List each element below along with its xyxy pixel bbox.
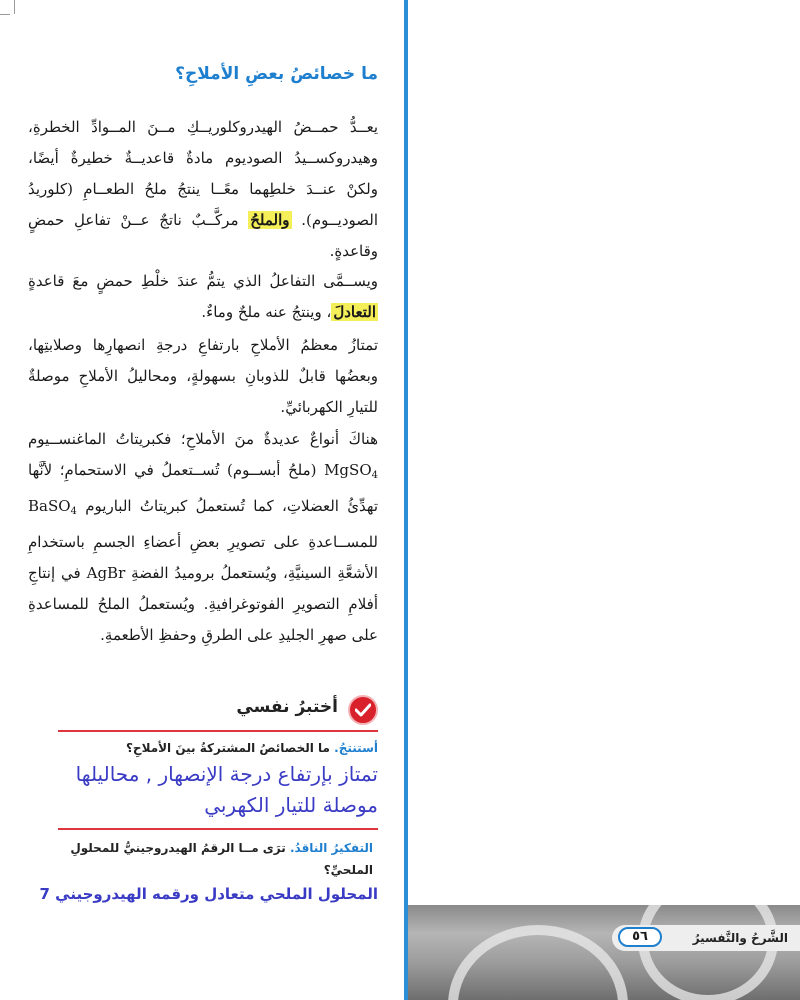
formula-mgso4-sub: 4 bbox=[371, 470, 378, 481]
paragraph-1-text-b: مركَّــبٌ ناتجٌ عــنْ تفاعلِ حمضٍ وقاعدةٍ. bbox=[28, 211, 378, 260]
formula-mgso4 bbox=[324, 461, 378, 479]
page-number: ٥٦ bbox=[618, 927, 662, 947]
column-divider bbox=[404, 0, 408, 1000]
crop-mark-top bbox=[14, 0, 15, 14]
xray-bone-shape-2 bbox=[638, 905, 778, 1000]
formula-agbr: AgBr bbox=[86, 564, 126, 582]
paragraph-4-text-d: في إنتاجِ أفلامِ التصويرِ الفوتوغرافيةِ. ويُستعملُ الملحُ للمساعدةِ على صهرِ الجليدِ على الطرقِ وحفظِ الأطعمةِ. bbox=[28, 564, 378, 644]
quiz-divider-1 bbox=[58, 730, 378, 732]
paragraph-3 bbox=[28, 330, 378, 423]
footer-bar bbox=[612, 925, 800, 951]
formula-baso4-sub: 4 bbox=[70, 506, 77, 517]
question-1-text: ما الخصائصُ المشتركةُ بينَ الأملاحِ؟ bbox=[125, 741, 335, 755]
question-2-lead: التفكيرُ الناقدُ. bbox=[289, 841, 373, 855]
quiz-title: أختبرُ نفسي bbox=[236, 697, 338, 717]
formula-baso4 bbox=[28, 497, 77, 515]
paragraph-1 bbox=[28, 112, 378, 267]
paragraph-3-text: تمتازُ معظمُ الأملاحِ بارتفاعِ درجةِ انصهارِها وصلابتِها، وبعضُها قابلٌ للذوبانِ بسهولةٍ، ومحاليلُ الأملاحِ موصلةٌ للتيارِ الكهربائيِّ. bbox=[28, 336, 378, 416]
paragraph-2-text-b: ، وينتجُ عنه ملحٌ وماءٌ. bbox=[201, 303, 332, 321]
answer-1-line-2: موصلة للتيار الكهربي bbox=[204, 793, 378, 817]
question-2-text: ترَى مــا الرقمُ الهيدروجينيُّ للمحلولِ الملحيِّ؟ bbox=[70, 841, 373, 877]
quiz-header bbox=[28, 692, 378, 726]
question-1 bbox=[28, 737, 378, 759]
paragraph-2 bbox=[28, 266, 378, 328]
checkmark-icon bbox=[348, 695, 378, 725]
highlight-neutralization: التعادلَ bbox=[333, 303, 376, 321]
paragraph-4 bbox=[28, 424, 378, 651]
xray-photo bbox=[408, 905, 800, 1000]
question-1-lead: أستنتجُ. bbox=[334, 741, 378, 755]
answer-1-line-1: تمتاز بإرتفاع درجة الإنصهار , محاليلها bbox=[75, 762, 378, 786]
paragraph-1-text-a: يعــدُّ حمــضُ الهيدروكلوريــكِ مــنَ المــوادِّ الخطرةِ، وهيدروكســيدُ الصوديوم مادةٌ قاعديــةٌ خطيرةٌ أيضًا، ولكنْ عنــدَ خلطِهما معًــا ينتجُ ملحُ الطعــامِ (كلوريدُ الصوديــوم). bbox=[28, 118, 378, 229]
paragraph-4-text-a: هناكَ أنواعٌ عديدةٌ منَ الأملاحِ؛ فكبريتاتُ الماغنســيوم bbox=[28, 430, 378, 448]
answer-2: المحلول الملحي متعادل ورقمه الهيدروجيني 7 bbox=[39, 885, 378, 903]
crop-mark-left bbox=[0, 14, 10, 15]
formula-mgso4-main: MgSO bbox=[324, 461, 372, 479]
footer-label: الشَّرحُ والتَّفسيرُ bbox=[692, 931, 788, 945]
paragraph-2-text-a: ويســمَّى التفاعلُ الذي يتمُّ عندَ خلْطِ حمضٍ معَ قاعدةٍ bbox=[28, 272, 378, 290]
paragraph-4-text-c: للمســاعدةِ على تصويرِ بعضِ أعضاءِ الجسمِ باستخدامِ الأشعَّةِ السينيَّةِ، ويُستعملُ بروميدُ الفضةِ bbox=[28, 533, 378, 582]
paragraph-4-text-b: (ملحُ أبســوم) تُســتعملُ في الاستحمامِ؛ لأنَّها تهدِّئُ العضلاتِ، كما تُستعملُ كبريتاتُ الباريوم bbox=[28, 461, 378, 515]
quiz-divider-2 bbox=[58, 828, 378, 830]
question-2 bbox=[28, 837, 373, 881]
formula-baso4-main: BaSO bbox=[28, 497, 71, 515]
section-heading: ما خصائصُ بعضِ الأملاحِ؟ bbox=[175, 64, 378, 84]
xray-bone-shape-1 bbox=[448, 925, 628, 1000]
highlight-salt: والملحُ bbox=[250, 211, 290, 229]
